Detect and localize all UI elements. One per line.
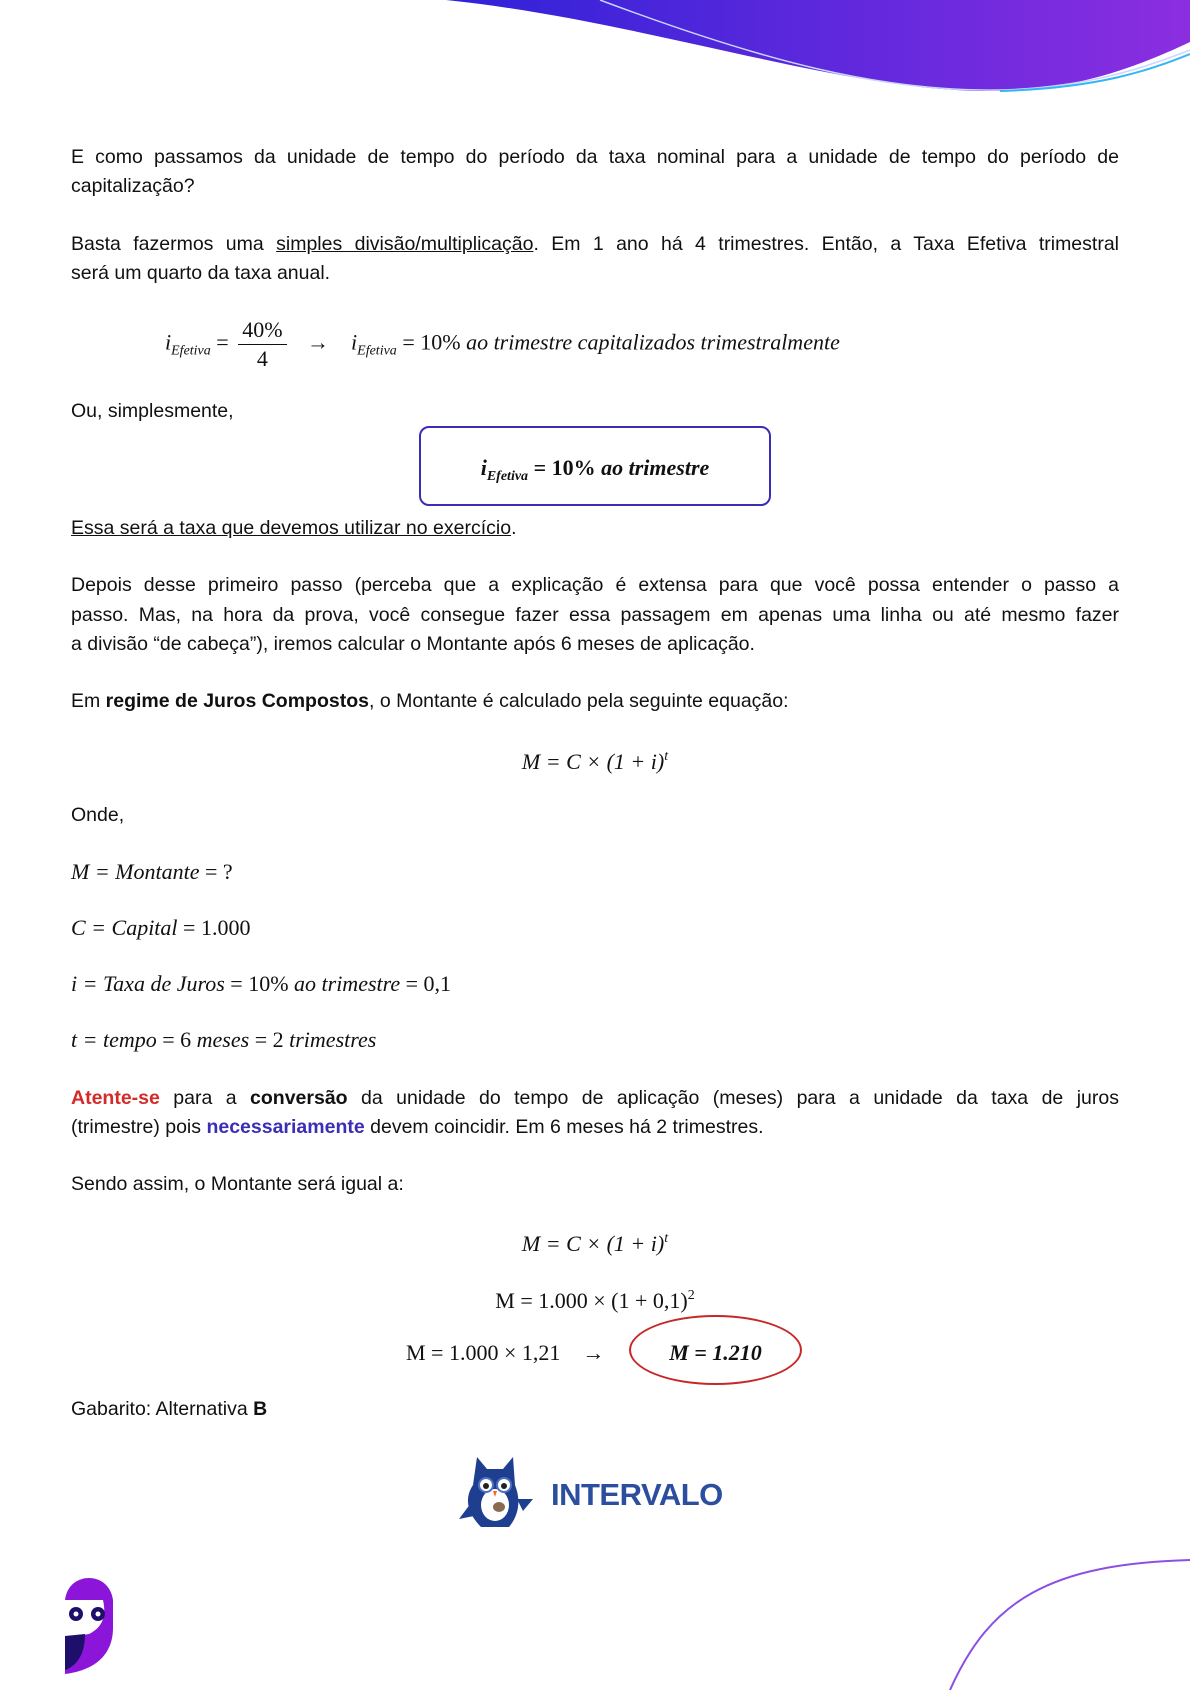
subscript: Efetiva xyxy=(486,469,529,484)
paragraph-line xyxy=(71,1086,1119,1110)
definition-i xyxy=(71,971,451,997)
paragraph-line: E como passamos da unidade de tempo do período da taxa nominal para a unidade de tempo do período de xyxy=(71,146,1119,168)
paragraph-line: Sendo assim, o Montante será igual a: xyxy=(71,1173,404,1195)
fraction xyxy=(238,316,286,373)
text: para a xyxy=(159,1087,251,1109)
final-result: M = 1.210 xyxy=(669,1340,762,1365)
var: i xyxy=(351,329,358,355)
text: t = tempo xyxy=(71,1027,157,1052)
text: . Em 1 ano há 4 trimestres. Então, a Taxa Efetiva trimestral xyxy=(533,233,1119,255)
expr: M = 1.000 × 1,21 xyxy=(406,1340,561,1365)
exponent: t xyxy=(664,749,669,764)
paragraph-line xyxy=(71,1397,1119,1421)
formula-step-2 xyxy=(0,1283,1190,1314)
value: = 0,1 xyxy=(400,971,452,996)
text: trimestres xyxy=(289,1027,377,1052)
footer-curve xyxy=(930,1550,1190,1690)
underlined-text: Essa será a taxa que devemos utilizar no exercício xyxy=(71,517,512,539)
paragraph-line xyxy=(71,232,1119,256)
paragraph-line: a divisão “de cabeça”), iremos calcular o Montante após 6 meses de aplicação. xyxy=(71,633,755,655)
owl-icon xyxy=(459,1455,539,1530)
exponent: 2 xyxy=(687,1288,695,1303)
text: ao trimestre xyxy=(601,455,710,480)
text: . xyxy=(511,517,517,539)
paragraph-line: passo. Mas, na hora da prova, você consegue fazer essa passagem em apenas uma linha ou até mesmo fazer xyxy=(71,604,1119,626)
subscript: Efetiva xyxy=(171,343,211,359)
formula-step-3 xyxy=(406,1340,604,1366)
text: ao trimestre capitalizados trimestralmente xyxy=(460,329,840,355)
op: = xyxy=(396,329,421,355)
bold-text: conversão xyxy=(250,1087,348,1109)
value: = 6 xyxy=(156,1027,197,1052)
text: Em xyxy=(71,690,106,712)
intervalo-logo xyxy=(459,1455,734,1530)
op: = xyxy=(210,329,235,355)
var: i xyxy=(165,329,172,355)
numerator: 40% xyxy=(238,316,286,345)
text: devem coincidir. Em 6 meses há 2 trimestres. xyxy=(364,1116,764,1138)
text: C = Capital xyxy=(71,915,178,940)
answer: B xyxy=(253,1398,268,1420)
formula-effective-rate xyxy=(165,316,840,373)
paragraph-line xyxy=(71,516,1119,540)
header-swoosh xyxy=(0,0,1190,100)
subscript: Efetiva xyxy=(357,343,397,359)
value: = 10% xyxy=(224,971,295,996)
paragraph-line xyxy=(71,689,1119,713)
boxed-formula xyxy=(419,455,771,490)
paragraph-line: Depois desse primeiro passo (perceba que a explicação é extensa para que você possa entender o passo a xyxy=(71,574,1119,596)
logo-text: INTERVALO xyxy=(551,1477,723,1512)
denominator: 4 xyxy=(256,346,268,371)
text: , o Montante é calculado pela seguinte equação: xyxy=(368,690,789,712)
paragraph-line xyxy=(71,1115,1119,1139)
paragraph-line: Ou, simplesmente, xyxy=(71,400,234,422)
formula-compound xyxy=(0,744,1190,775)
paragraph-line: será um quarto da taxa anual. xyxy=(71,262,331,284)
value: 10% xyxy=(420,329,461,355)
definition-c xyxy=(71,915,250,941)
value: = 1.000 xyxy=(177,915,251,940)
arrow-icon: → xyxy=(582,1340,605,1365)
definition-m xyxy=(71,859,233,885)
definition-t xyxy=(71,1027,376,1053)
exponent: t xyxy=(664,1231,669,1246)
paragraph-line: capitalização? xyxy=(71,175,195,197)
text: Gabarito: Alternativa xyxy=(71,1398,254,1420)
op: = 10% xyxy=(528,455,602,480)
text: ao trimestre xyxy=(294,971,401,996)
text: i = Taxa de Juros xyxy=(71,971,225,996)
value: = 2 xyxy=(249,1027,290,1052)
highlight-text: Atente-se xyxy=(71,1087,160,1109)
paragraph-line: Onde, xyxy=(71,804,125,826)
formula-step-1 xyxy=(0,1226,1190,1257)
expr: M = 1.000 × (1 + 0,1) xyxy=(495,1288,688,1313)
text: meses xyxy=(196,1027,250,1052)
text: M = Montante xyxy=(71,859,200,884)
expr: M = C × (1 + i) xyxy=(521,1231,665,1256)
expr: M = C × (1 + i) xyxy=(521,749,665,774)
bold-text: regime de Juros Compostos xyxy=(105,690,369,712)
footer-owl-icon xyxy=(63,1578,115,1674)
value: = ? xyxy=(199,859,233,884)
underlined-text: simples divisão/multiplicação xyxy=(276,233,534,255)
highlight-text: necessariamente xyxy=(206,1116,365,1138)
arrow-icon: → xyxy=(307,329,330,355)
text: da unidade do tempo de aplicação (meses) para a unidade da taxa de juros xyxy=(347,1087,1119,1109)
text: Basta fazermos uma xyxy=(71,233,277,255)
var: i xyxy=(480,455,487,480)
text: (trimestre) pois xyxy=(71,1116,207,1138)
